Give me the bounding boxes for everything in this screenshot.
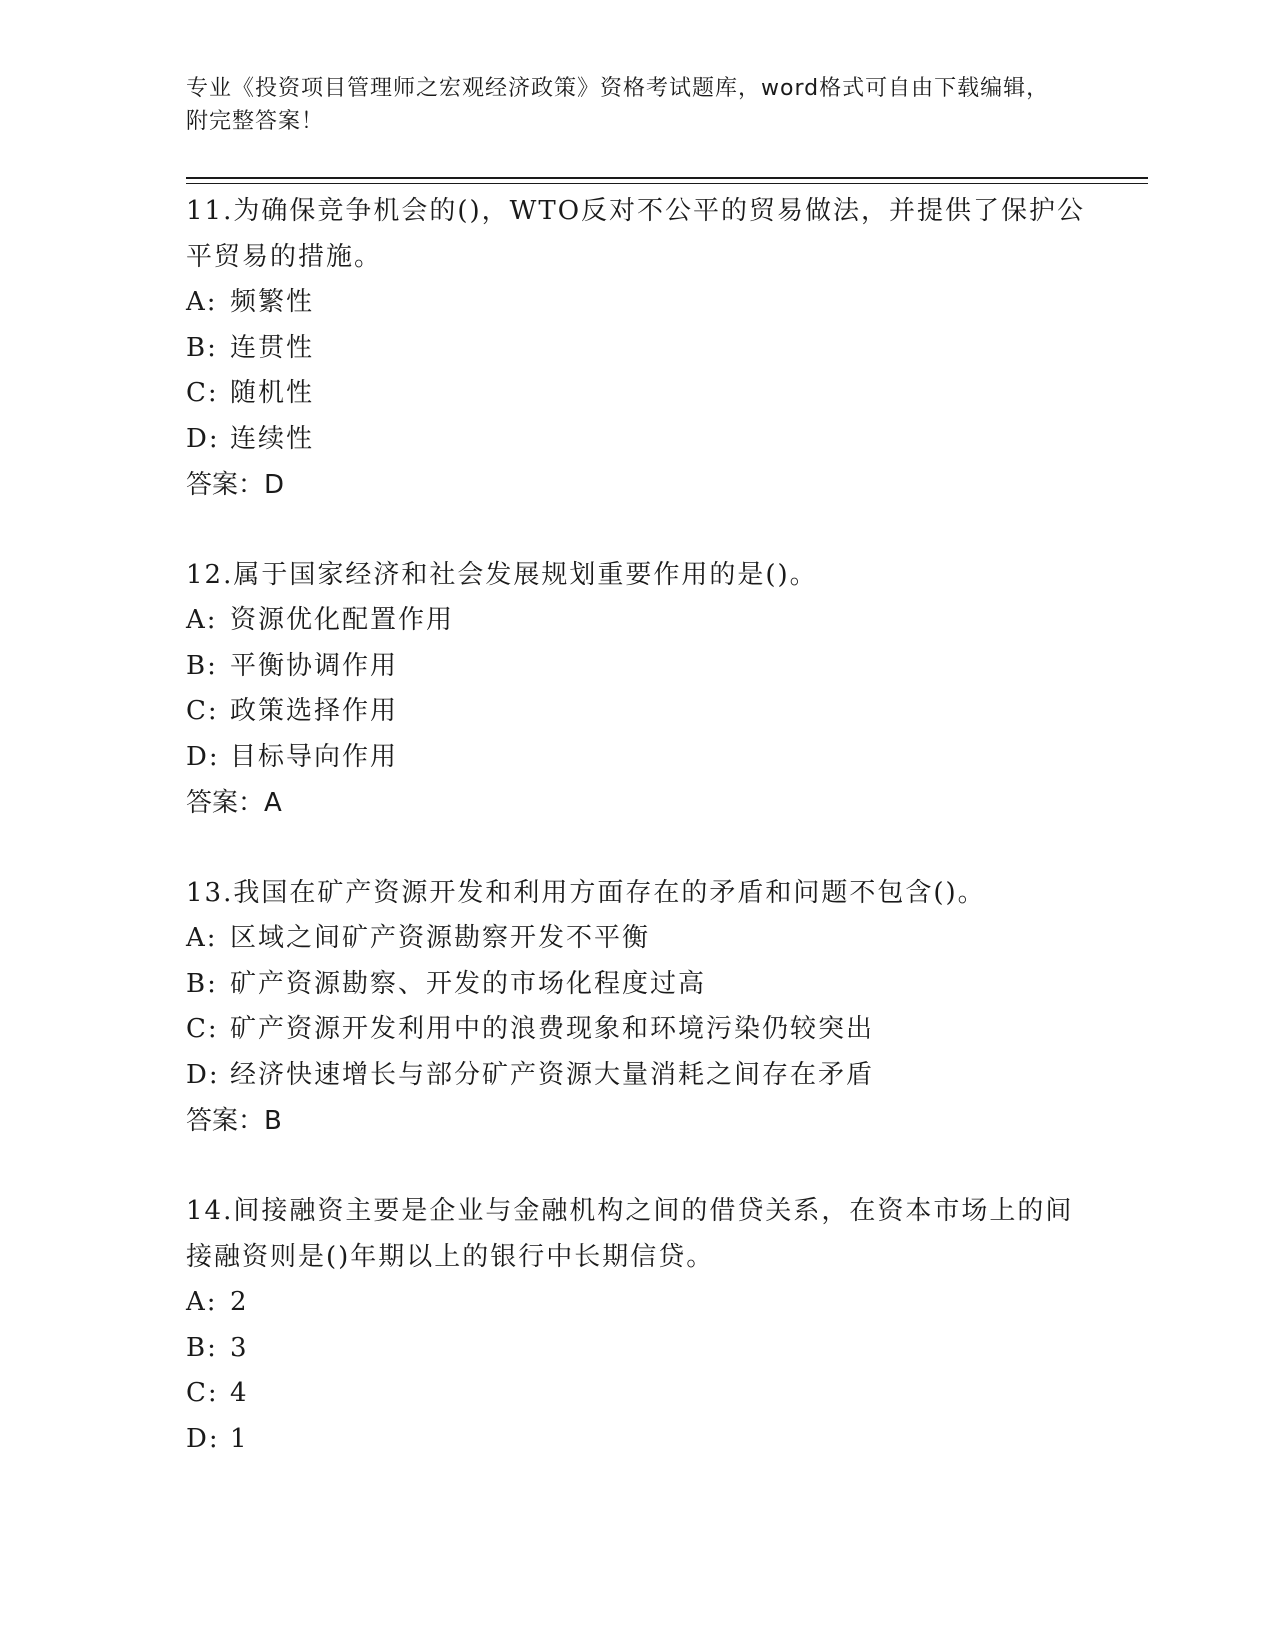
option-letter: B: bbox=[186, 650, 218, 681]
option-b bbox=[186, 1326, 1086, 1372]
answer: 答案：B bbox=[186, 1106, 282, 1136]
question-11 bbox=[186, 188, 1086, 508]
option-text: 矿产资源开发利用中的浪费现象和环境污染仍较突出 bbox=[230, 1014, 875, 1044]
question-12 bbox=[186, 552, 1086, 826]
question-list bbox=[186, 188, 1086, 1462]
option-letter: A: bbox=[186, 605, 218, 635]
question-13 bbox=[186, 870, 1086, 1144]
option-b bbox=[186, 962, 1086, 1008]
option-c bbox=[186, 1371, 1086, 1417]
question-spacer bbox=[186, 1144, 1086, 1188]
option-letter: A: bbox=[186, 287, 218, 317]
option-text: 资源优化配置作用 bbox=[230, 605, 455, 635]
option-letter: B: bbox=[186, 332, 218, 363]
option-text: 频繁性 bbox=[230, 287, 315, 317]
answer: 答案：D bbox=[186, 470, 285, 500]
option-d bbox=[186, 1053, 1086, 1099]
option-c bbox=[186, 371, 1086, 417]
option-text: 连续性 bbox=[230, 423, 315, 454]
option-letter: D: bbox=[186, 741, 220, 772]
option-letter: D: bbox=[186, 1059, 220, 1090]
header-divider-thick bbox=[186, 177, 1148, 179]
option-a bbox=[186, 1280, 1086, 1326]
option-a bbox=[186, 280, 1086, 326]
option-text: 平衡协调作用 bbox=[230, 650, 399, 681]
option-letter: B: bbox=[186, 1332, 218, 1363]
option-text: 政策选择作用 bbox=[230, 696, 399, 726]
option-text: 4 bbox=[230, 1378, 249, 1408]
option-letter: D: bbox=[186, 1423, 220, 1454]
option-letter: A: bbox=[186, 923, 218, 953]
option-letter: C: bbox=[186, 378, 219, 408]
question-spacer bbox=[186, 508, 1086, 552]
option-text: 3 bbox=[230, 1332, 249, 1363]
option-text: 目标导向作用 bbox=[230, 741, 399, 772]
question-stem: 11.为确保竞争机会的()，WTO反对不公平的贸易做法，并提供了保护公平贸易的措施。 bbox=[186, 196, 1086, 272]
option-text: 1 bbox=[230, 1423, 249, 1454]
option-letter: C: bbox=[186, 1378, 219, 1408]
option-d bbox=[186, 1417, 1086, 1463]
option-d bbox=[186, 735, 1086, 781]
option-d bbox=[186, 417, 1086, 463]
option-letter: D: bbox=[186, 423, 220, 454]
question-14 bbox=[186, 1188, 1086, 1462]
header-divider-thin bbox=[186, 183, 1148, 184]
option-text: 随机性 bbox=[230, 378, 315, 408]
question-spacer bbox=[186, 826, 1086, 870]
option-letter: C: bbox=[186, 696, 219, 726]
question-stem: 12.属于国家经济和社会发展规划重要作用的是()。 bbox=[186, 560, 818, 590]
document-header: 专业《投资项目管理师之宏观经济政策》资格考试题库，word格式可自由下载编辑，附完整答案！ bbox=[186, 76, 1050, 134]
option-letter: C: bbox=[186, 1014, 219, 1044]
option-c bbox=[186, 689, 1086, 735]
option-text: 矿产资源勘察、开发的市场化程度过高 bbox=[230, 968, 707, 999]
option-a bbox=[186, 598, 1086, 644]
option-text: 区域之间矿产资源勘察开发不平衡 bbox=[230, 923, 651, 953]
option-text: 连贯性 bbox=[230, 332, 315, 363]
option-text: 2 bbox=[230, 1287, 249, 1317]
option-b bbox=[186, 326, 1086, 372]
question-stem: 14.间接融资主要是企业与金融机构之间的借贷关系，在资本市场上的间接融资则是()年期以上的银行中长期信贷。 bbox=[186, 1196, 1074, 1272]
option-b bbox=[186, 644, 1086, 690]
answer: 答案：A bbox=[186, 788, 282, 818]
option-text: 经济快速增长与部分矿产资源大量消耗之间存在矛盾 bbox=[230, 1059, 875, 1090]
question-stem: 13.我国在矿产资源开发和利用方面存在的矛盾和问题不包含()。 bbox=[186, 878, 986, 908]
option-letter: B: bbox=[186, 968, 218, 999]
option-a bbox=[186, 916, 1086, 962]
option-letter: A: bbox=[186, 1287, 218, 1317]
option-c bbox=[186, 1007, 1086, 1053]
